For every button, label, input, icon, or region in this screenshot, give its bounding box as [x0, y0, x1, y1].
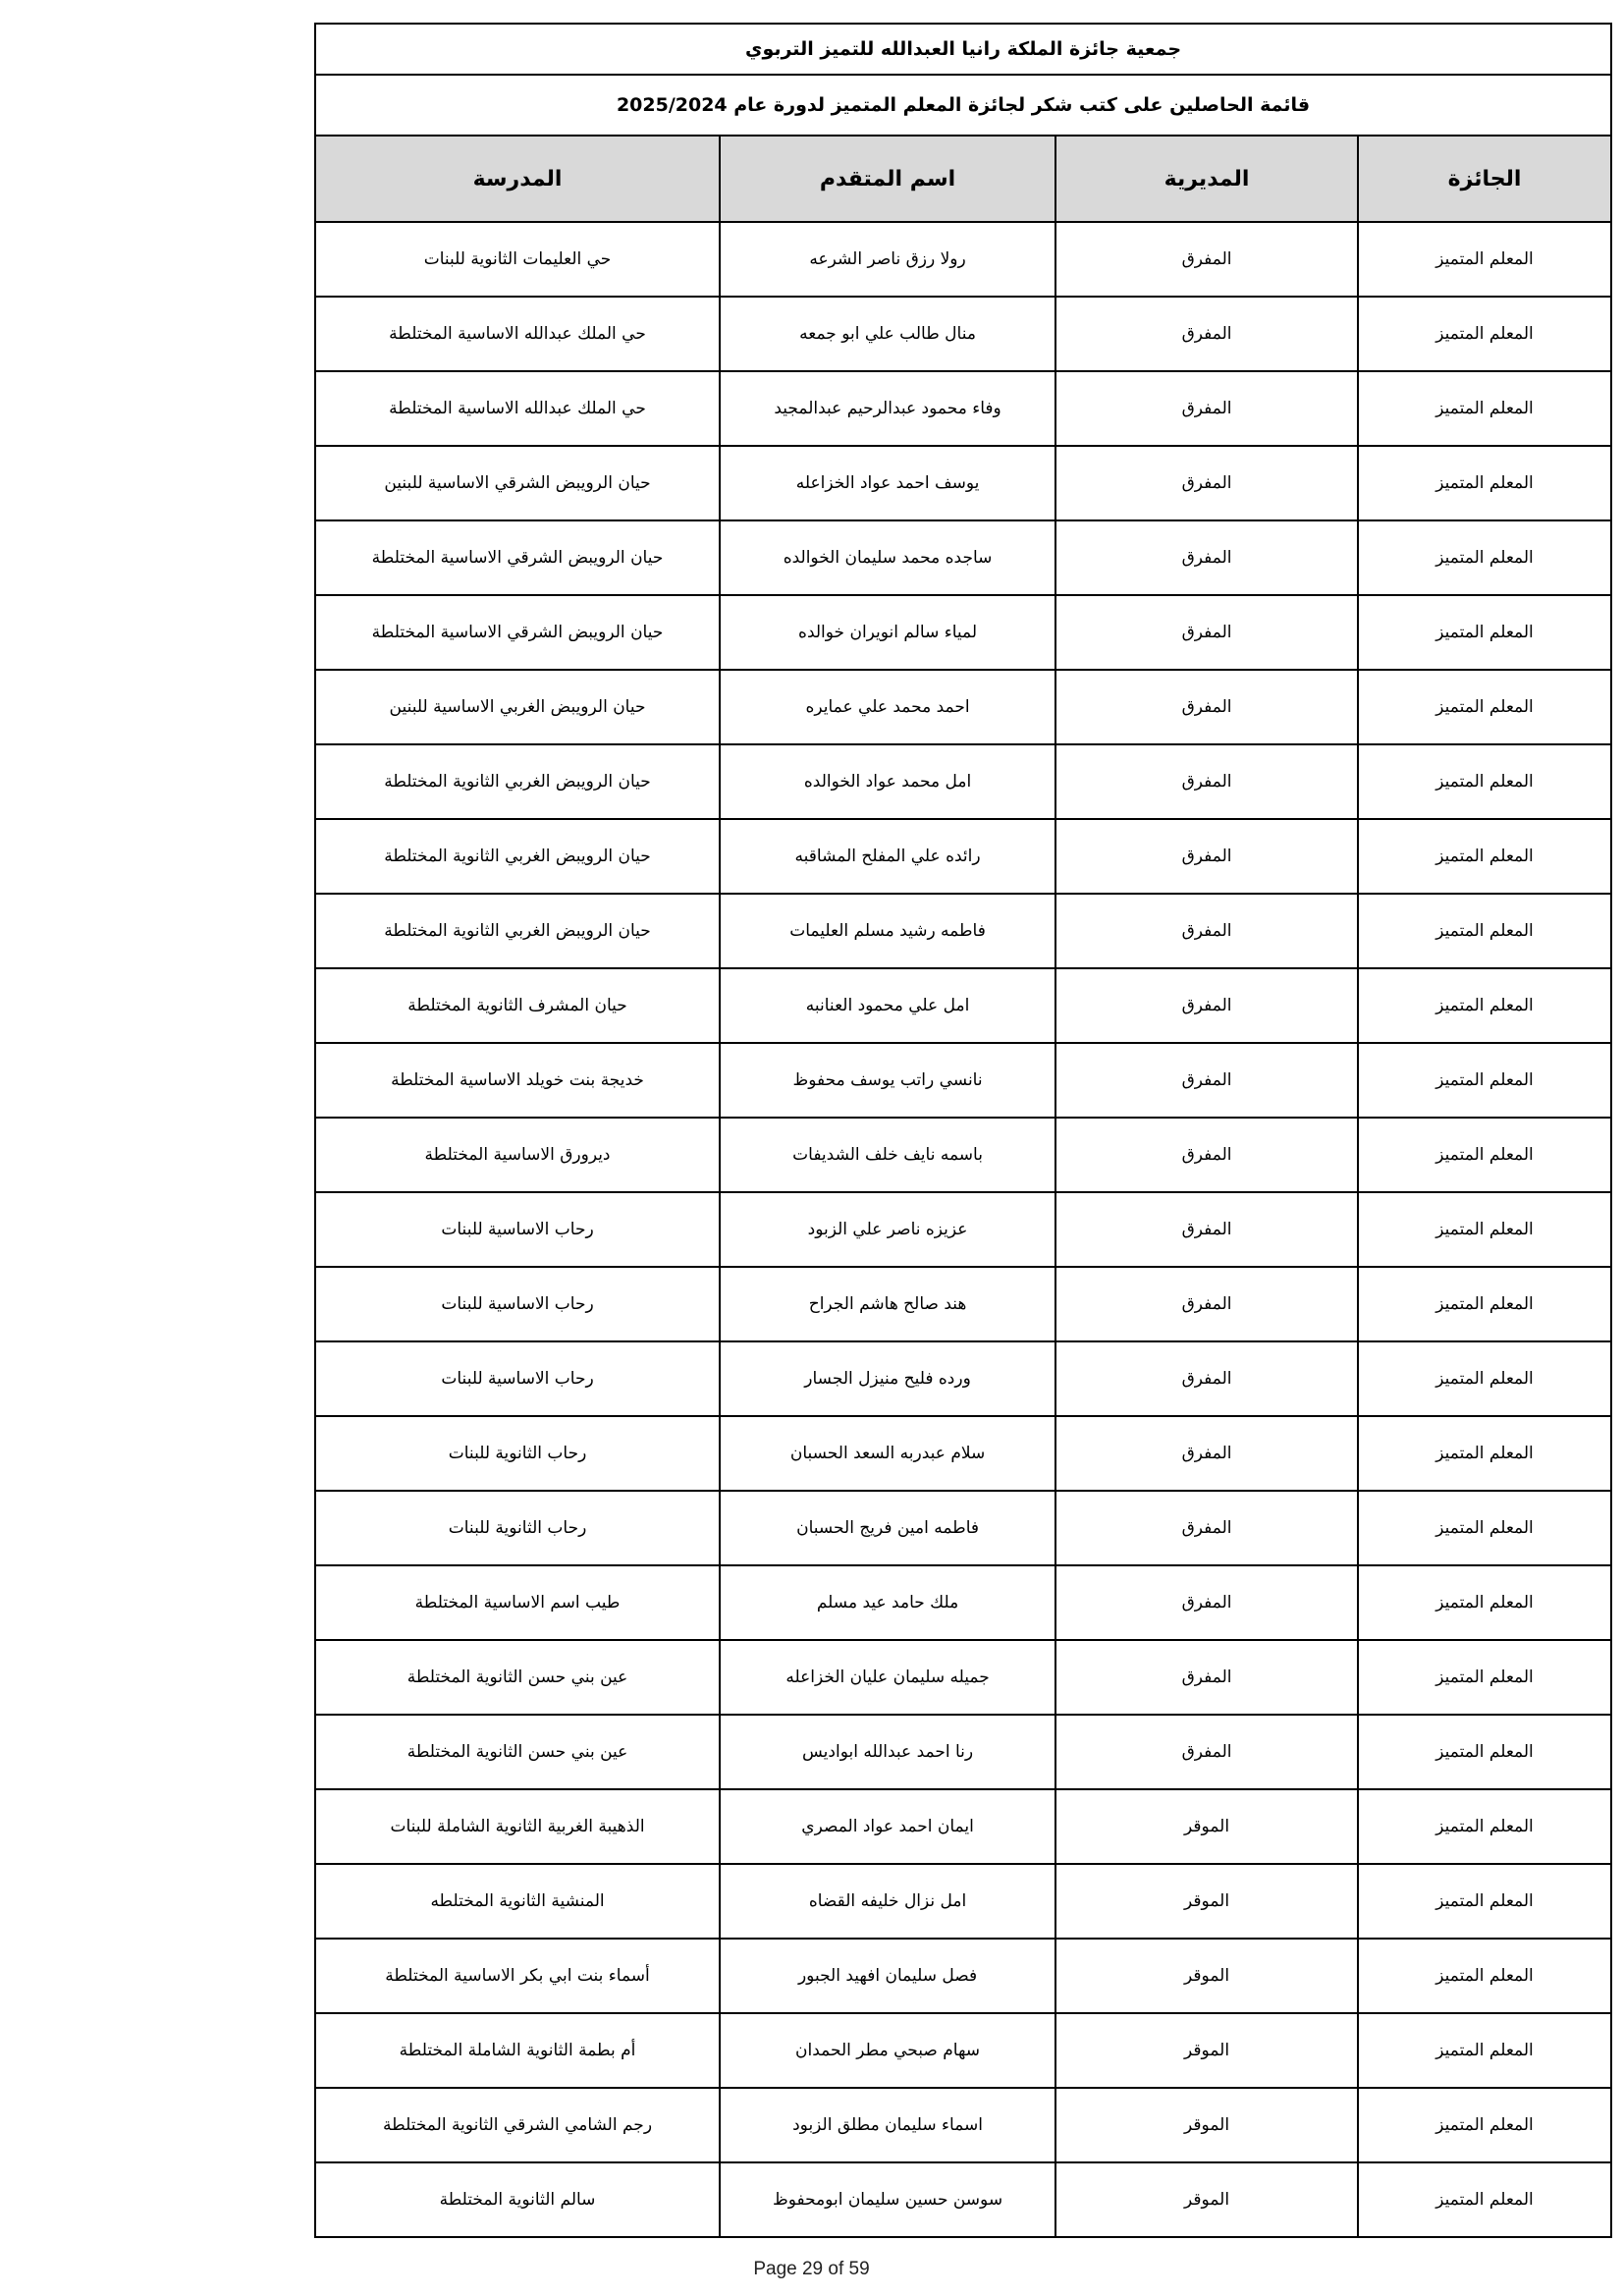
table-row [315, 670, 1611, 744]
award-cell: المعلم المتميز [1358, 520, 1611, 595]
table-row [315, 1939, 1611, 2013]
directorate-cell: المفرق [1055, 744, 1358, 819]
table-row [315, 1789, 1611, 1864]
table-row [315, 222, 1611, 297]
directorate-cell: الموقر [1055, 2162, 1358, 2237]
award-cell: المعلم المتميز [1358, 1789, 1611, 1864]
applicant-name-cell: ايمان احمد عواد المصري [720, 1789, 1055, 1864]
award-cell: المعلم المتميز [1358, 819, 1611, 894]
school-cell: المنشية الثانوية المختلطه [315, 1864, 720, 1939]
award-cell: المعلم المتميز [1358, 595, 1611, 670]
school-cell: رحاب الاساسية للبنات [315, 1192, 720, 1267]
award-cell: المعلم المتميز [1358, 1939, 1611, 2013]
directorate-cell: الموقر [1055, 1939, 1358, 2013]
applicant-name-cell: منال طالب علي ابو جمعه [720, 297, 1055, 371]
award-cell: المعلم المتميز [1358, 1565, 1611, 1640]
applicant-name-cell: فصل سليمان افهيد الجبور [720, 1939, 1055, 2013]
applicant-name-cell: امل علي محمود العنانبه [720, 968, 1055, 1043]
school-cell: حيان الرويبض الشرقي الاساسية للبنين [315, 446, 720, 520]
award-cell: المعلم المتميز [1358, 297, 1611, 371]
award-cell: المعلم المتميز [1358, 670, 1611, 744]
table-row [315, 371, 1611, 446]
school-cell: أسماء بنت ابي بكر الاساسية المختلطة [315, 1939, 720, 2013]
applicant-name-cell: ساجده محمد سليمان الخوالده [720, 520, 1055, 595]
table-row [315, 894, 1611, 968]
page-footer: Page 29 of 59 [753, 2259, 870, 2279]
school-cell: طيب اسم الاساسية المختلطة [315, 1565, 720, 1640]
applicant-name-cell: سوسن حسين سليمان ابومحفوظ [720, 2162, 1055, 2237]
school-cell: سالم الثانوية المختلطة [315, 2162, 720, 2237]
header-award: الجائزة [1358, 136, 1611, 222]
table-row [315, 595, 1611, 670]
directorate-cell: المفرق [1055, 222, 1358, 297]
directorate-cell: المفرق [1055, 371, 1358, 446]
directorate-cell: المفرق [1055, 1341, 1358, 1416]
applicant-name-cell: يوسف احمد عواد الخزاعله [720, 446, 1055, 520]
header-school: المدرسة [315, 136, 720, 222]
award-cell: المعلم المتميز [1358, 1715, 1611, 1789]
directorate-cell: المفرق [1055, 1043, 1358, 1118]
table-row [315, 1118, 1611, 1192]
directorate-cell: الموقر [1055, 2013, 1358, 2088]
directorate-cell: المفرق [1055, 446, 1358, 520]
award-cell: المعلم المتميز [1358, 1192, 1611, 1267]
table-row [315, 1640, 1611, 1715]
directorate-cell: المفرق [1055, 1491, 1358, 1565]
school-cell: حي الملك عبدالله الاساسية المختلطة [315, 371, 720, 446]
directorate-cell: المفرق [1055, 520, 1358, 595]
applicant-name-cell: عزيزه ناصر علي الزبود [720, 1192, 1055, 1267]
school-cell: حيان المشرف الثانوية المختلطة [315, 968, 720, 1043]
award-cell: المعلم المتميز [1358, 371, 1611, 446]
school-cell: أم بطمة الثانوية الشاملة المختلطة [315, 2013, 720, 2088]
award-cell: المعلم المتميز [1358, 2088, 1611, 2162]
applicant-name-cell: رنا احمد عبدالله ابواديس [720, 1715, 1055, 1789]
applicant-name-cell: احمد محمد علي عمايره [720, 670, 1055, 744]
award-cell: المعلم المتميز [1358, 1416, 1611, 1491]
column-header-row [315, 136, 1611, 222]
award-cell: المعلم المتميز [1358, 1864, 1611, 1939]
document-title: جمعية جائزة الملكة رانيا العبدالله للتميز التربوي [315, 24, 1611, 75]
directorate-cell: المفرق [1055, 1118, 1358, 1192]
applicant-name-cell: فاطمه امين فريج الحسبان [720, 1491, 1055, 1565]
school-cell: خديجة بنت خويلد الاساسية المختلطة [315, 1043, 720, 1118]
directorate-cell: المفرق [1055, 894, 1358, 968]
applicant-name-cell: هند صالح هاشم الجراح [720, 1267, 1055, 1341]
school-cell: عين بني حسن الثانوية المختلطة [315, 1640, 720, 1715]
award-cell: المعلم المتميز [1358, 1491, 1611, 1565]
award-cell: المعلم المتميز [1358, 1341, 1611, 1416]
applicant-name-cell: لمياء سالم انويران خوالده [720, 595, 1055, 670]
table-row [315, 744, 1611, 819]
table-row [315, 1341, 1611, 1416]
table-row [315, 2088, 1611, 2162]
applicant-name-cell: امل نزال خليفه القضاه [720, 1864, 1055, 1939]
table-row [315, 446, 1611, 520]
applicant-name-cell: امل محمد عواد الخوالده [720, 744, 1055, 819]
school-cell: حيان الرويبض الغربي الثانوية المختلطة [315, 744, 720, 819]
table-row [315, 1416, 1611, 1491]
school-cell: رحاب الثانوية للبنات [315, 1491, 720, 1565]
school-cell: عين بني حسن الثانوية المختلطة [315, 1715, 720, 1789]
table-row [315, 297, 1611, 371]
award-cell: المعلم المتميز [1358, 1267, 1611, 1341]
award-cell: المعلم المتميز [1358, 968, 1611, 1043]
applicant-name-cell: نانسي راتب يوسف محفوظ [720, 1043, 1055, 1118]
table-row [315, 1864, 1611, 1939]
school-cell: حيان الرويبض الشرقي الاساسية المختلطة [315, 520, 720, 595]
applicant-name-cell: وفاء محمود عبدالرحيم عبدالمجيد [720, 371, 1055, 446]
directorate-cell: المفرق [1055, 968, 1358, 1043]
school-cell: حيان الرويبض الغربي الثانوية المختلطة [315, 819, 720, 894]
table-row [315, 968, 1611, 1043]
applicant-name-cell: فاطمه رشيد مسلم العليمات [720, 894, 1055, 968]
table-row [315, 819, 1611, 894]
table-row [315, 2162, 1611, 2237]
directorate-cell: المفرق [1055, 1267, 1358, 1341]
directorate-cell: المفرق [1055, 297, 1358, 371]
title-row [315, 24, 1611, 75]
subtitle-row [315, 75, 1611, 136]
directorate-cell: المفرق [1055, 1192, 1358, 1267]
directorate-cell: المفرق [1055, 595, 1358, 670]
award-cell: المعلم المتميز [1358, 1640, 1611, 1715]
directorate-cell: المفرق [1055, 670, 1358, 744]
directorate-cell: المفرق [1055, 1715, 1358, 1789]
table-row [315, 1267, 1611, 1341]
document-subtitle: قائمة الحاصلين على كتب شكر لجائزة المعلم المتميز لدورة عام 2025/2024 [315, 75, 1611, 136]
applicant-name-cell: سلام عبدربه السعد الحسبان [720, 1416, 1055, 1491]
award-cell: المعلم المتميز [1358, 2013, 1611, 2088]
table-row [315, 520, 1611, 595]
directorate-cell: المفرق [1055, 819, 1358, 894]
award-cell: المعلم المتميز [1358, 894, 1611, 968]
table-row [315, 1715, 1611, 1789]
school-cell: حيان الرويبض الغربي الثانوية المختلطة [315, 894, 720, 968]
directorate-cell: الموقر [1055, 1789, 1358, 1864]
school-cell: ديرورق الاساسية المختلطة [315, 1118, 720, 1192]
award-cell: المعلم المتميز [1358, 446, 1611, 520]
school-cell: حيان الرويبض الشرقي الاساسية المختلطة [315, 595, 720, 670]
table-row [315, 2013, 1611, 2088]
header-directorate: المديرية [1055, 136, 1358, 222]
school-cell: رحاب الاساسية للبنات [315, 1341, 720, 1416]
school-cell: حي العليمات الثانوية للبنات [315, 222, 720, 297]
applicant-name-cell: باسمه نايف خلف الشديفات [720, 1118, 1055, 1192]
directorate-cell: المفرق [1055, 1565, 1358, 1640]
applicant-name-cell: رائده علي المفلح المشاقبه [720, 819, 1055, 894]
school-cell: رحاب الثانوية للبنات [315, 1416, 720, 1491]
school-cell: حيان الرويبض الغربي الاساسية للبنين [315, 670, 720, 744]
directorate-cell: الموقر [1055, 1864, 1358, 1939]
table-row [315, 1565, 1611, 1640]
applicant-name-cell: ورده فليح منيزل الجسار [720, 1341, 1055, 1416]
applicant-name-cell: اسماء سليمان مطلق الزبود [720, 2088, 1055, 2162]
award-cell: المعلم المتميز [1358, 1118, 1611, 1192]
applicant-name-cell: رولا رزق ناصر الشرعه [720, 222, 1055, 297]
school-cell: رحاب الاساسية للبنات [315, 1267, 720, 1341]
award-cell: المعلم المتميز [1358, 222, 1611, 297]
award-cell: المعلم المتميز [1358, 1043, 1611, 1118]
table-row [315, 1491, 1611, 1565]
school-cell: حي الملك عبدالله الاساسية المختلطة [315, 297, 720, 371]
header-applicant-name: اسم المتقدم [720, 136, 1055, 222]
awards-table [314, 23, 1612, 2238]
table-row [315, 1043, 1611, 1118]
school-cell: الذهيبة الغربية الثانوية الشاملة للبنات [315, 1789, 720, 1864]
table-row [315, 1192, 1611, 1267]
directorate-cell: المفرق [1055, 1416, 1358, 1491]
applicant-name-cell: جميله سليمان عليان الخزاعله [720, 1640, 1055, 1715]
school-cell: رجم الشامي الشرقي الثانوية المختلطة [315, 2088, 720, 2162]
applicant-name-cell: ملك حامد عيد مسلم [720, 1565, 1055, 1640]
award-cell: المعلم المتميز [1358, 744, 1611, 819]
directorate-cell: المفرق [1055, 1640, 1358, 1715]
award-cell: المعلم المتميز [1358, 2162, 1611, 2237]
directorate-cell: الموقر [1055, 2088, 1358, 2162]
applicant-name-cell: سهام صبحي مطر الحمدان [720, 2013, 1055, 2088]
